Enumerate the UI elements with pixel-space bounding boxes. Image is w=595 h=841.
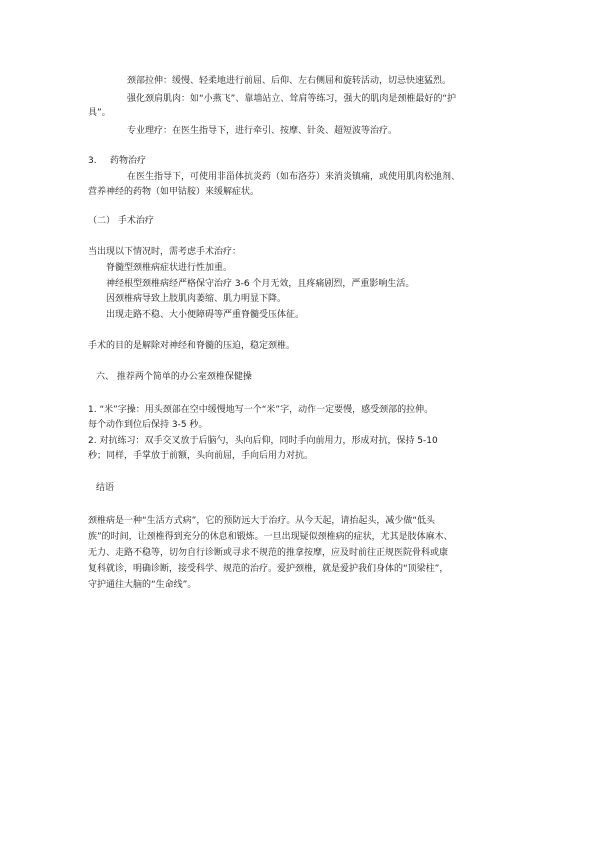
medication-text-line2: 营养神经的药物（如甲钴胺）来缓解症状。	[88, 187, 260, 197]
surgery-intro: 当出现以下情况时，需考虑手术治疗：	[88, 247, 242, 257]
surgery-condition-item: 因颈椎病导致上肢肌肉萎缩、肌力明显下降。	[106, 294, 287, 304]
medication-heading-number: 3.	[88, 156, 97, 166]
exercise-item1-line2: 每个动作到位后保持 3-5 秒。	[88, 420, 208, 430]
surgery-purpose: 手术的目的是解除对神经和脊髓的压迫，稳定颈椎。	[88, 341, 296, 351]
strengthen-muscle-text-line1: 强化颈肩肌肉：如“小燕飞”、靠墙站立、耸肩等练习，强大的肌肉是颈椎最好的“护	[127, 94, 456, 104]
exercise-item2-line1: 2. 对抗练习：双手交叉放于后脑勺，头向后仰，同时手向前用力，形成对抗，保持 5-10	[88, 436, 438, 446]
strengthen-muscle-text-line2: 具”。	[88, 108, 111, 118]
conclusion-text-line1: 颈椎病是一种“生活方式病”，它的预防远大于治疗。从今天起，请抬起头，减少做“低头	[88, 516, 435, 526]
surgery-condition-item: 出现走路不稳、大小便障碍等严重脊髓受压体征。	[106, 310, 305, 320]
exercise-item2-line2: 秒；同样，手掌放于前额，头向前屈，手向后用力对抗。	[88, 451, 314, 461]
neck-traction-text: 颈部拉伸：缓慢、轻柔地进行前屈、后仰、左右侧屈和旋转活动，切忌快速猛烈。	[127, 76, 452, 86]
surgery-condition-item: 神经根型颈椎病经严格保守治疗 3-6 个月无效，且疼痛剧烈，严重影响生活。	[106, 279, 415, 289]
medication-heading: 药物治疗	[110, 156, 147, 166]
conclusion-text-line5: 守护通往大脑的“生命线”。	[88, 580, 197, 590]
professional-therapy-text: 专业理疗：在医生指导下，进行牵引、按摩、针灸、超短波等治疗。	[127, 126, 398, 136]
exercise-item1-line1: 1. “米”字操：用头颈部在空中缓慢地写一个“米”字，动作一定要慢，感受颈部的拉伸。	[88, 405, 434, 415]
surgery-condition-item: 脊髓型颈椎病症状进行性加重。	[106, 263, 233, 273]
conclusion-heading: 结语	[96, 483, 115, 493]
conclusion-text-line3: 无力、走路不稳等，切勿自行诊断或寻求不规范的推拿按摩，应及时前往正规医院骨科或康	[88, 548, 449, 558]
conclusion-text-line4: 复科就诊，明确诊断，接受科学、规范的治疗。爱护颈椎，就是爱护我们身体的“顶梁柱”，	[88, 564, 449, 574]
conclusion-text-line2: 族”的时间，让颈椎得到充分的休息和锻炼。一旦出现疑似颈椎病的症状，尤其是肢体麻木、	[88, 532, 453, 542]
surgery-heading: （二） 手术治疗	[88, 216, 154, 226]
exercises-heading: 六、 推荐两个简单的办公室颈椎保健操	[96, 372, 252, 382]
medication-text-line1: 在医生指导下，可使用非甾体抗炎药（如布洛芬）来消炎镇痛，或使用肌肉松弛剂、	[127, 172, 461, 182]
